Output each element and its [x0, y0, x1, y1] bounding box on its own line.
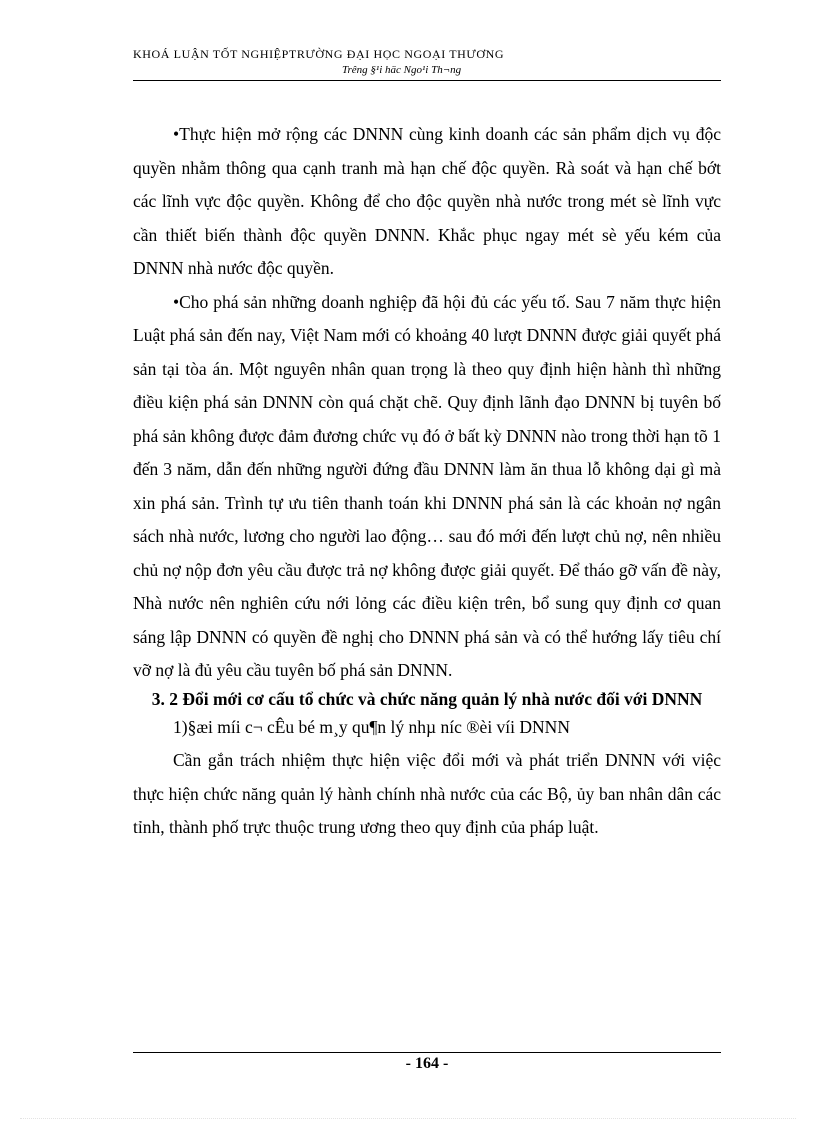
page-bottom-border: [20, 1118, 796, 1119]
header-subtitle: Trêng §¹i häc Ngo¹i Th¬ng: [342, 64, 462, 76]
paragraph-2: •Cho phá sản những doanh nghiệp đã hội đủ các yếu tố. Sau 7 năm thực hiện Luật phá sản đến nay, Việt Nam mới có khoảng 40 lượt DNNN được giải quyết phá sản tại tòa án. Một nguyên nhân quan trọng là theo quy định hiện hành thì những điều kiện phá sản DNNN còn quá chặt chẽ. Quy định lãnh đạo DNNN bị tuyên bố phá sản không được đảm đương chức vụ đó ở bất kỳ DNNN nào trong thời hạn tõ 1 đến 3 năm, dẫn đến những người đứng đầu DNNN làm ăn thua lỗ không dại gì mà xin phá sản. Trình tự ưu tiên thanh toán khi DNNN phá sản là các khoản nợ ngân sách nhà nước, lương cho người lao động… sau đó mới đến lượt chủ nợ, nên nhiều chủ nợ nộp đơn yêu cầu được trả nợ không được giải quyết. Để tháo gỡ vấn đề này, Nhà nước nên nghiên cứu nới lỏng các điều kiện trên, bổ sung quy định cơ quan sáng lập DNNN có quyền đề nghị cho DNNN phá sản và có thể hướng lấy tiêu chí vỡ nợ là đủ yêu cầu tuyên bố phá sản DNNN.: [133, 291, 721, 680]
document-body: [133, 118, 721, 845]
footer-divider: [133, 1052, 721, 1053]
page-number: - 164 -: [405, 1055, 449, 1072]
header-divider: [133, 80, 721, 81]
header-title: KHOÁ LUẬN TỐT NGHIỆPTRƯỜNG ĐẠI HỌC NGOẠI THƯƠNG: [133, 47, 505, 61]
section-heading: 3. 2 Đổi mới cơ cấu tổ chức và chức năng quản lý nhà nước đối với DNNN: [151, 688, 703, 709]
paragraph-3: Cần gắn trách nhiệm thực hiện việc đổi mới và phát triển DNNN với việc thực hiện chức năng quản lý hành chính nhà nước của các Bộ, ủy ban nhân dân các tỉnh, thành phố trực thuộc trung ương theo quy định của pháp luật.: [133, 750, 721, 837]
subsection-heading: 1)§æi míi c¬ cÊu bé m¸y qu¶n lý nhµ níc ®èi víi DNNN: [173, 716, 570, 737]
paragraph-1: •Thực hiện mở rộng các DNNN cùng kinh doanh các sản phẩm dịch vụ độc quyền nhằm thông qua cạnh tranh mà hạn chế độc quyền. Rà soát và hạn chế bớt các lĩnh vực độc quyền. Không để cho độc quyền nhà nước trong mét sè lĩnh vực cần thiết biến thành độc quyền DNNN. Khắc phục ngay mét sè yếu kém của DNNN nhà nước độc quyền.: [133, 124, 721, 278]
